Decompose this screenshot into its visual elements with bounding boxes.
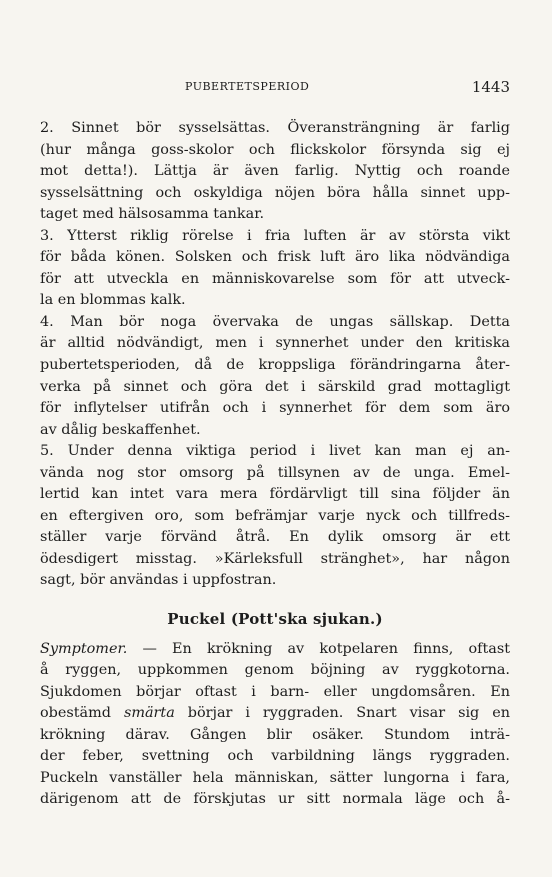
text-line: för inflytelser utifrån och i synnerhet för dem som äro: [40, 400, 510, 417]
text-line: vända nog stor omsorg på tillsynen av de unga. Emel-: [40, 464, 510, 481]
text-line: 5. Under denna viktiga period i livet kan man ej an-: [40, 443, 510, 460]
text-line: Puckeln vanställer hela människan, sätter lungorna i fara,: [40, 769, 510, 786]
text-line: lertid kan intet vara mera fördärvligt till sina följder än: [40, 486, 510, 503]
text-line: verka på sinnet och göra det i särskild grad mottagligt: [40, 378, 510, 395]
text-line: är alltid nödvändigt, men i synnerhet under den kritiska: [40, 335, 510, 352]
symptoms-label: Symptomer.: [40, 640, 128, 657]
section-heading: Puckel (Pott'ska sjukan.): [167, 610, 383, 629]
text-line: la en blommas kalk.: [40, 292, 186, 309]
text-line: 4. Man bör noga övervaka de ungas sällskap. Detta: [40, 313, 510, 330]
text-line: 2. Sinnet bör sysselsättas. Överansträngning är farlig: [40, 120, 510, 136]
text-line: Sjukdomen börjar oftast i barn- eller ungdomsåren. En: [40, 683, 510, 700]
text-line: ställer varje förvänd åtrå. En dylik omsorg är ett: [40, 529, 510, 546]
text-line: pubertetsperioden, då de kroppsliga förändringarna åter-: [40, 357, 510, 374]
text-line: en eftergiven oro, som befrämjar varje nyck och tillfreds-: [40, 507, 510, 524]
body-text: [40, 118, 510, 811]
text-line: av dålig beskaffenhet.: [40, 421, 201, 438]
text-line: för att utveckla en människovarelse som för att utveck-: [40, 270, 510, 287]
text-line: å ryggen, uppkommen genom böjning av ryggkotorna.: [40, 662, 510, 679]
text-line: der feber, svettning och varbildning längs ryggraden.: [40, 748, 510, 765]
text-line: sysselsättning och oskyldiga nöjen böra hålla sinnet upp-: [40, 184, 510, 201]
text-line: för båda könen. Solsken och frisk luft äro lika nödvändiga: [40, 249, 510, 266]
text-line: taget med hälsosamma tankar.: [40, 206, 265, 223]
paragraph-4: [40, 312, 510, 441]
text-line: [40, 703, 510, 725]
text-line: (hur många goss-skolor och flickskolor försynda sig ej: [40, 141, 510, 158]
running-title: PUBERTETSPERIOD: [185, 80, 310, 93]
running-head: [40, 78, 510, 98]
text-line: mot detta!). Lättja är även farlig. Nyttig och roande: [40, 163, 510, 180]
text-line: 3. Ytterst riklig rörelse i fria luften är av största vikt: [40, 227, 510, 244]
paragraph-5: [40, 441, 510, 592]
paragraph-3: [40, 226, 510, 312]
text-line: krökning därav. Gången blir osäker. Stundom inträ-: [40, 726, 510, 743]
text-segment: börjar i ryggraden. Snart visar sig en: [174, 705, 510, 722]
paragraph-2: [40, 118, 510, 226]
text-line: därigenom att de förskjutas ur sitt normala läge och å-: [40, 791, 510, 808]
text-line: ödesdigert misstag. »Kärleksfull stränghet», har någon: [40, 550, 510, 567]
text-line: sagt, bör användas i uppfostran.: [40, 572, 277, 589]
text-segment: obestämd: [40, 705, 124, 722]
emphasized-word: smärta: [123, 705, 175, 722]
text-line-rest: — En krökning av kotpelaren finns, oftast: [127, 640, 510, 657]
page-number: 1443: [471, 78, 510, 96]
text-line: [40, 639, 510, 661]
section-paragraph: [40, 639, 510, 811]
